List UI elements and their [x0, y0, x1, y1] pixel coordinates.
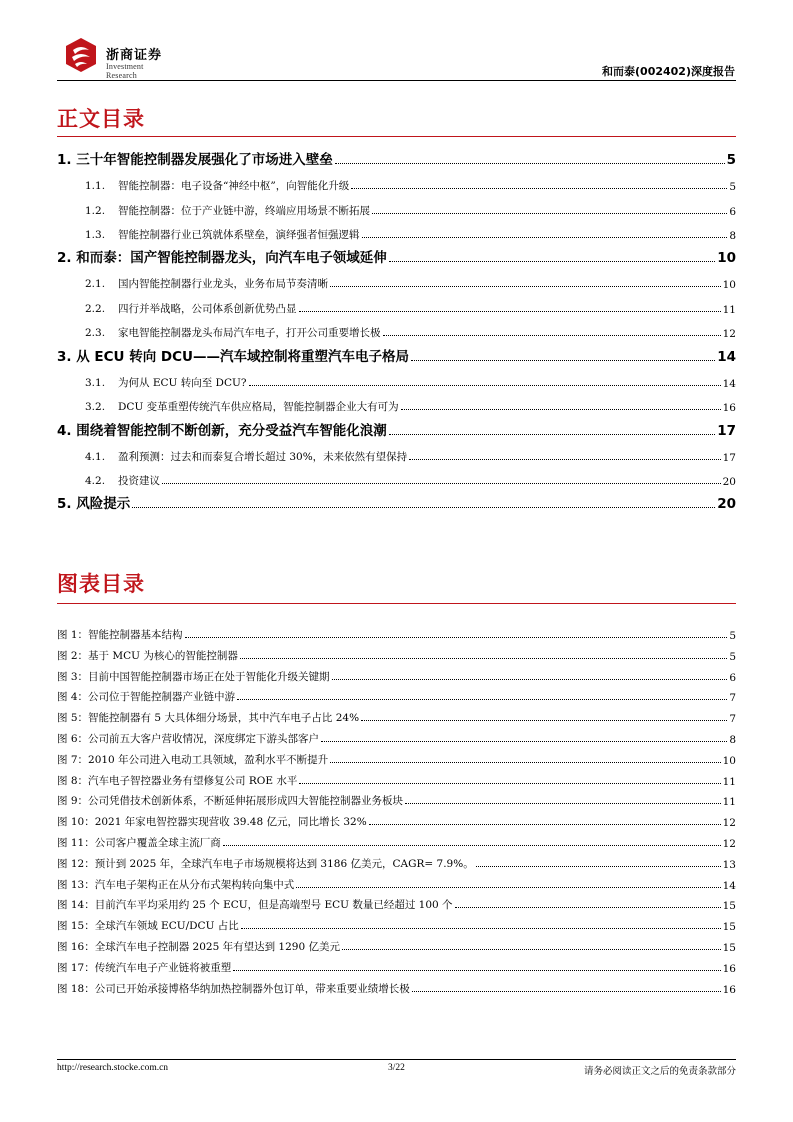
- figure-list-entry[interactable]: [57, 770, 736, 788]
- figure-entry-page: 15: [722, 921, 736, 934]
- toc-chapter-entry[interactable]: [57, 492, 736, 512]
- figure-entry-label: 图 13：汽车电子架构正在从分布式架构转向集中式: [57, 878, 295, 891]
- toc-entry-label: [85, 301, 297, 316]
- toc-entry-page: 20: [717, 496, 736, 512]
- figure-list-entry[interactable]: [57, 874, 736, 892]
- toc-entry-page: 12: [722, 328, 736, 340]
- dot-leader: [332, 679, 728, 680]
- toc-entry-page: 6: [729, 206, 736, 218]
- figure-list-entry[interactable]: [57, 728, 736, 746]
- toc-entry-label: [85, 203, 370, 218]
- figure-list-entry[interactable]: [57, 645, 736, 663]
- figure-list-entry[interactable]: [57, 936, 736, 954]
- footer-url[interactable]: http://research.stocke.com.cn: [57, 1063, 169, 1073]
- dot-leader: [185, 637, 728, 638]
- toc-entry-page: 17: [722, 452, 736, 464]
- footer-divider: [57, 1059, 736, 1060]
- toc-entry-page: 17: [717, 423, 736, 439]
- figure-entry-page: 13: [722, 858, 736, 871]
- figure-list-entry[interactable]: [57, 790, 736, 808]
- toc-entry-number: 4.1.: [85, 451, 106, 463]
- dot-leader: [389, 434, 715, 435]
- figure-entry-label: 图 12：预计到 2025 年，全球汽车电子市场规模将达到 3186 亿美元，CAGR= 7.9%。: [57, 857, 474, 870]
- figure-list-entry[interactable]: [57, 915, 736, 933]
- toc-entry-label: [85, 375, 247, 390]
- dot-leader: [361, 720, 727, 721]
- figure-entry-label: 图 15：全球汽车领域 ECU/DCU 占比: [57, 920, 239, 933]
- toc-entry-text: 国内智能控制器行业龙头，业务布局节奏清晰: [118, 278, 328, 290]
- dot-leader: [330, 286, 721, 287]
- figure-entry-label: 图 5：智能控制器有 5 大具体细分场景，其中汽车电子占比 24%: [57, 712, 360, 725]
- dot-leader: [369, 824, 721, 825]
- toc-entry-label: [85, 227, 360, 242]
- dot-leader: [299, 311, 721, 312]
- toc-entry-label: [57, 492, 130, 512]
- toc-entry-label: [85, 449, 407, 464]
- toc-entry-label: [85, 399, 399, 414]
- figure-entry-page: 11: [722, 796, 736, 809]
- toc-section-entry[interactable]: [85, 468, 736, 488]
- toc-entry-number: 3.1.: [85, 377, 106, 389]
- logo-mark-icon: [62, 36, 100, 74]
- dot-leader: [335, 163, 725, 164]
- figure-entry-page: 10: [722, 754, 736, 767]
- company-logo: [62, 36, 172, 80]
- figure-entry-label: 图 6：公司前五大客户营收情况，深度绑定下游头部客户: [57, 733, 320, 745]
- toc-entry-label: [57, 148, 333, 168]
- toc-section-entry[interactable]: [85, 320, 736, 340]
- toc-entry-text: DCU 变革重塑传统汽车供应格局，智能控制器企业大有可为: [118, 401, 399, 413]
- figure-entry-page: 16: [722, 983, 736, 996]
- figure-entry-page: 6: [729, 671, 736, 684]
- figure-entry-page: 7: [729, 692, 736, 705]
- toc-entry-text: 5. 风险提示: [57, 496, 131, 512]
- figure-entry-label: 图 10：2021 年家电智控器实现营收 39.48 亿元，同比增长 32%: [57, 816, 367, 829]
- figure-list-entry[interactable]: [57, 707, 736, 725]
- toc-entry-text: 3. 从 ECU 转向 DCU——汽车域控制将重塑汽车电子格局: [57, 349, 409, 365]
- figure-entry-page: 7: [729, 713, 736, 726]
- toc-entry-number: 2.2.: [85, 303, 106, 315]
- figure-entry-label: 图 2：基于 MCU 为核心的智能控制器: [57, 649, 238, 662]
- dot-leader: [411, 360, 715, 361]
- dot-leader: [132, 507, 715, 508]
- toc-entry-label: [57, 246, 387, 266]
- dot-leader: [405, 803, 721, 804]
- toc-entry-text: 2. 和而泰：国产智能控制器龙头，向汽车电子领域延伸: [57, 250, 387, 266]
- dot-leader: [351, 188, 727, 189]
- dot-leader: [412, 991, 721, 992]
- toc-chapter-entry[interactable]: [57, 419, 736, 439]
- figure-entry-page: 16: [722, 962, 736, 975]
- figure-list-entry[interactable]: [57, 853, 736, 871]
- figure-entry-page: 11: [722, 775, 736, 788]
- dot-leader: [296, 887, 720, 888]
- toc-heading-rule: [57, 136, 736, 137]
- figure-entry-label: 图 14：目前汽车平均采用约 25 个 ECU，但是高端型号 ECU 数量已经超过 100 个: [57, 899, 453, 912]
- dot-leader: [389, 261, 715, 262]
- dot-leader: [330, 762, 721, 763]
- figure-entry-label: 图 16：全球汽车电子控制器 2025 年有望达到 1290 亿美元: [57, 941, 340, 953]
- toc-section-entry[interactable]: [85, 173, 736, 193]
- toc-section-entry[interactable]: [85, 394, 736, 414]
- figure-list-entry[interactable]: [57, 686, 736, 704]
- figure-entry-label: 图 7：2010 年公司进入电动工具领域，盈利水平不断提升: [57, 753, 329, 766]
- logo-text-cn: 浙商证券: [106, 48, 163, 63]
- figure-list-entry[interactable]: [57, 957, 736, 975]
- toc-entry-label: [85, 178, 349, 193]
- dot-leader: [455, 907, 721, 908]
- toc-entry-text: 盈利预测：过去和而泰复合增长超过 30%，未来依然有望保持: [118, 451, 408, 463]
- logo-text-en: Investment Research: [106, 62, 144, 80]
- dot-leader: [223, 845, 721, 846]
- toc-chapter-entry[interactable]: [57, 345, 736, 365]
- toc-entry-text: 智能控制器：位于产业链中游，终端应用场景不断拓展: [118, 205, 370, 217]
- figure-entry-page: 15: [722, 900, 736, 913]
- figure-entry-page: 14: [722, 879, 736, 892]
- toc-entry-label: [85, 276, 328, 291]
- figure-list-entry[interactable]: [57, 666, 736, 684]
- toc-entry-label: [57, 419, 387, 439]
- toc-section-entry[interactable]: [85, 444, 736, 464]
- toc-entry-page: 5: [726, 152, 736, 168]
- header-divider: [57, 80, 736, 81]
- dot-leader: [162, 483, 721, 484]
- toc-entry-number: 3.2.: [85, 401, 106, 413]
- footer-page-number: 3/22: [388, 1063, 405, 1073]
- figure-entry-label: 图 9：公司凭借技术创新体系，不断延伸拓展形成四大智能控制器业务板块: [57, 795, 404, 808]
- dot-leader: [401, 409, 721, 410]
- toc-entry-page: 10: [722, 279, 736, 291]
- toc-section-entry[interactable]: [85, 296, 736, 316]
- figure-entry-label: 图 8：汽车电子智控器业务有望修复公司 ROE 水平: [57, 774, 298, 787]
- dot-leader: [240, 658, 727, 659]
- toc-entry-page: 14: [722, 378, 736, 390]
- dot-leader: [476, 866, 721, 867]
- figure-entry-label: 图 18：公司已开始承接博格华纳加热控制器外包订单，带来重要业绩增长极: [57, 982, 410, 995]
- toc-chapter-entry[interactable]: [57, 148, 736, 168]
- toc-entry-text: 为何从 ECU 转向至 DCU?: [118, 377, 247, 389]
- toc-entry-text: 家电智能控制器龙头布局汽车电子，打开公司重要增长极: [118, 327, 381, 339]
- toc-section-entry[interactable]: [85, 198, 736, 218]
- dot-leader: [321, 741, 727, 742]
- toc-entry-page: 11: [722, 304, 736, 316]
- toc-entry-label: [85, 325, 381, 340]
- dot-leader: [299, 783, 720, 784]
- toc-entry-number: 1.2.: [85, 205, 106, 217]
- toc-entry-text: 智能控制器行业已筑就体系壁垒，演绎强者恒强逻辑: [118, 229, 360, 241]
- figure-entry-page: 12: [722, 817, 736, 830]
- toc-entry-page: 14: [717, 349, 736, 365]
- figure-list-entry[interactable]: [57, 894, 736, 912]
- figure-entry-page: 5: [729, 630, 736, 642]
- figure-list-entry[interactable]: [57, 624, 736, 642]
- figure-entry-label: 图 11：公司客户覆盖全球主流厂商: [57, 837, 221, 849]
- toc-entry-text: 投资建议: [118, 475, 160, 487]
- figure-entry-page: 5: [729, 650, 736, 663]
- toc-entry-number: 1.1.: [85, 180, 106, 192]
- figure-list-entry[interactable]: [57, 978, 736, 996]
- toc-entry-number: 2.1.: [85, 278, 106, 290]
- figure-entry-page: 12: [722, 838, 736, 850]
- toc-chapter-entry[interactable]: [57, 246, 736, 266]
- figure-entry-page: 8: [729, 734, 736, 746]
- dot-leader: [362, 237, 728, 238]
- figure-entry-page: 15: [722, 942, 736, 954]
- figure-list-entry[interactable]: [57, 749, 736, 767]
- dot-leader: [409, 459, 720, 460]
- toc-entry-page: 5: [729, 181, 736, 193]
- toc-heading: 正文目录: [57, 107, 145, 131]
- toc-entry-label: [57, 345, 409, 365]
- toc-entry-page: 20: [722, 476, 736, 488]
- figure-entry-label: 图 4：公司位于智能控制器产业链中游: [57, 691, 236, 704]
- dot-leader: [372, 213, 727, 214]
- figure-list-entry[interactable]: [57, 832, 736, 850]
- toc-entry-page: 8: [729, 230, 736, 242]
- dot-leader: [241, 928, 721, 929]
- toc-entry-text: 智能控制器：电子设备“神经中枢”，向智能化升级: [118, 180, 350, 192]
- figure-entry-label: 图 3：目前中国智能控制器市场正在处于智能化升级关键期: [57, 670, 330, 683]
- toc-entry-page: 16: [722, 402, 736, 414]
- toc-entry-text: 4. 围绕着智能控制不断创新，充分受益汽车智能化浪潮: [57, 423, 387, 439]
- toc-entry-label: [85, 473, 160, 488]
- toc-section-entry[interactable]: [85, 271, 736, 291]
- dot-leader: [233, 970, 720, 971]
- toc-entry-number: 2.3.: [85, 327, 106, 339]
- dot-leader: [249, 385, 721, 386]
- dot-leader: [342, 949, 721, 950]
- figure-entry-label: 图 1：智能控制器基本结构: [57, 629, 183, 641]
- figure-entry-label: 图 17：传统汽车电子产业链将被重塑: [57, 961, 232, 974]
- dot-leader: [237, 699, 727, 700]
- figures-heading-rule: [57, 603, 736, 604]
- toc-entry-text: 四行并举战略，公司体系创新优势凸显: [118, 303, 297, 315]
- toc-entry-number: 4.2.: [85, 475, 106, 487]
- dot-leader: [383, 335, 721, 336]
- toc-section-entry[interactable]: [85, 370, 736, 390]
- toc-entry-text: 1. 三十年智能控制器发展强化了市场进入壁垒: [57, 152, 333, 168]
- figure-list-entry[interactable]: [57, 811, 736, 829]
- toc-entry-number: 1.3.: [85, 229, 106, 241]
- figures-heading: 图表目录: [57, 572, 145, 596]
- toc-entry-page: 10: [717, 250, 736, 266]
- footer-disclaimer: 请务必阅读正文之后的免责条款部分: [583, 1066, 736, 1077]
- toc-section-entry[interactable]: [85, 222, 736, 242]
- report-title: 和而泰(002402)深度报告: [602, 65, 735, 78]
